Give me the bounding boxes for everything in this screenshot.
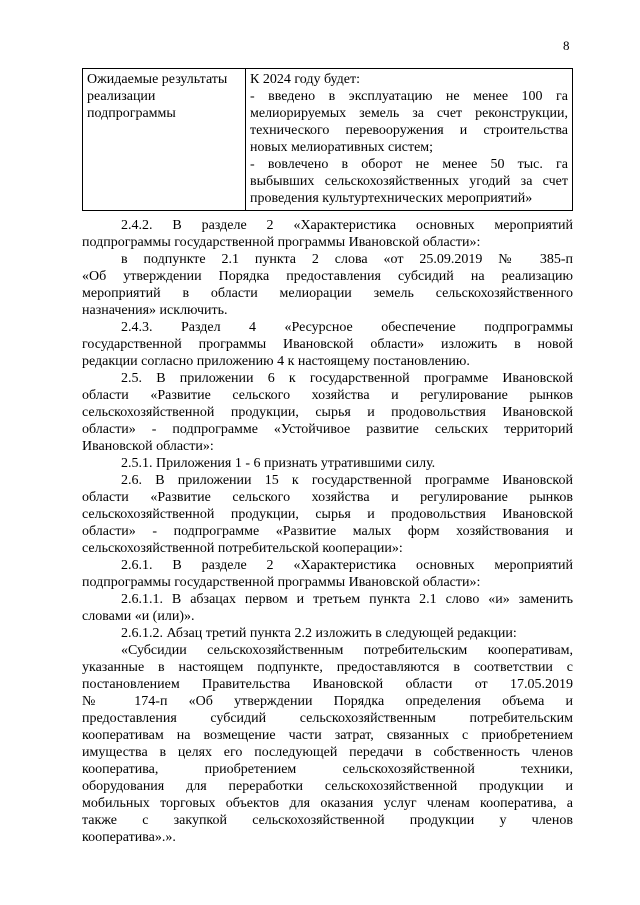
paragraph-line: сельскохозяйственной продукции, сырья и продовольствия Ивановской [82,507,573,522]
expected-results-table [82,68,573,211]
page-number: 8 [563,38,570,53]
document-body [82,217,573,846]
paragraph-line: области» - подпрограмме «Развитие малых форм хозяйствования и [82,524,573,539]
paragraph-line: подпрограммы государственной программы Ивановской области»: [82,235,481,250]
table-value-line: - вовлечено в оборот не менее 50 тыс. га [250,157,568,172]
table-value-line: - введено в эксплуатацию не менее 100 га [250,89,568,104]
paragraph-line: в подпункте 2.1 пункта 2 слова «от 25.09.2019 № 385-п [121,252,573,267]
paragraph [82,472,573,557]
paragraph-line: подпрограммы государственной программы Ивановской области»: [82,575,481,590]
table-value-line: К 2024 году будет: [250,72,361,87]
paragraph-line: «Субсидии сельскохозяйственным потребительским кооперативам, [121,643,573,658]
paragraph-line: области «Развитие сельского хозяйства и регулирование рынков [82,388,573,403]
table-value-line: новых мелиоративных систем; [250,140,434,155]
paragraph [82,370,573,455]
paragraph-line: мероприятий в области мелиорации земель сельскохозяйственного [82,286,573,301]
paragraph-line: словами «и (или)». [82,609,195,624]
paragraph-line: оборудования для переработки сельскохозяйственной продукции и [82,779,573,794]
paragraph-line: мобильных торговых объектов для оказания услуг членам кооператива, а [82,796,573,811]
paragraph-line: № 174-п «Об утверждении Порядка определения объема и [82,694,573,709]
paragraph [82,319,573,370]
paragraph-line: области «Развитие сельского хозяйства и регулирование рынков [82,490,573,505]
table-value-line: выбывших сельскохозяйственных угодий за счет [250,174,568,189]
paragraph [82,455,573,472]
paragraph [82,625,573,642]
paragraph-line: имущества в целях его последующей передачи в собственность членов [82,745,573,760]
paragraph-line: 2.6.1. В разделе 2 «Характеристика основных мероприятий [121,558,573,573]
paragraph [82,217,573,251]
paragraph [82,591,573,625]
paragraph-line: сельскохозяйственной потребительской кооперации»: [82,541,403,556]
table-label-line: реализации [87,89,156,104]
paragraph-line: 2.4.2. В разделе 2 «Характеристика основных мероприятий [121,218,573,233]
table-value-line: проведения культуртехнических мероприятий» [250,191,533,206]
paragraph-line: 2.4.3. Раздел 4 «Ресурсное обеспечение подпрограммы [121,320,573,335]
paragraph-line: 2.6.1.1. В абзацах первом и третьем пункта 2.1 слово «и» заменить [121,592,573,607]
paragraph-line: 2.6. В приложении 15 к государственной программе Ивановской [121,473,573,488]
table-label-cell [83,69,246,211]
paragraph-line: также с закупкой сельскохозяйственной продукции у членов [82,813,573,828]
paragraph-line: области» - подпрограмме «Устойчивое развитие сельских территорий [82,422,573,437]
paragraph-line: предоставления субсидий сельскохозяйственным потребительским [82,711,573,726]
paragraph-line: назначения» исключить. [82,303,228,318]
table-value-line: технического перевооружения и строительства [250,123,568,138]
paragraph-line: Ивановской области»: [82,439,214,454]
paragraph-line: редакции согласно приложению 4 к настоящему постановлению. [82,354,470,369]
paragraph-line: кооператива».». [82,830,176,845]
paragraph-line: сельскохозяйственной продукции, сырья и продовольствия Ивановской [82,405,573,420]
table-label-line: подпрограммы [87,106,176,121]
paragraph-line: 2.6.1.2. Абзац третий пункта 2.2 изложить в следующей редакции: [121,626,517,641]
paragraph-line: постановлением Правительства Ивановской области от 17.05.2019 [82,677,573,692]
paragraph-line: указанные в настоящем подпункте, предоставляются в соответствии с [82,660,573,675]
table-value-cell [246,69,573,211]
paragraph-line: 2.5.1. Приложения 1 - 6 признать утратившими силу. [121,456,436,471]
paragraph [82,557,573,591]
table-label-line: Ожидаемые результаты [87,72,228,87]
paragraph-line: государственной программы Ивановской области» изложить в новой [82,337,573,352]
paragraph [82,251,573,319]
paragraph-line: кооперативам на возмещение части затрат, связанных с приобретением [82,728,573,743]
paragraph-line: кооператива, приобретением сельскохозяйственной техники, [82,762,573,777]
paragraph [82,642,573,846]
paragraph-line: 2.5. В приложении 6 к государственной программе Ивановской [121,371,573,386]
table-value-line: мелиорируемых земель за счет реконструкции, [250,106,568,121]
table-row [83,69,573,211]
paragraph-line: «Об утверждении Порядка предоставления субсидий на реализацию [82,269,573,284]
